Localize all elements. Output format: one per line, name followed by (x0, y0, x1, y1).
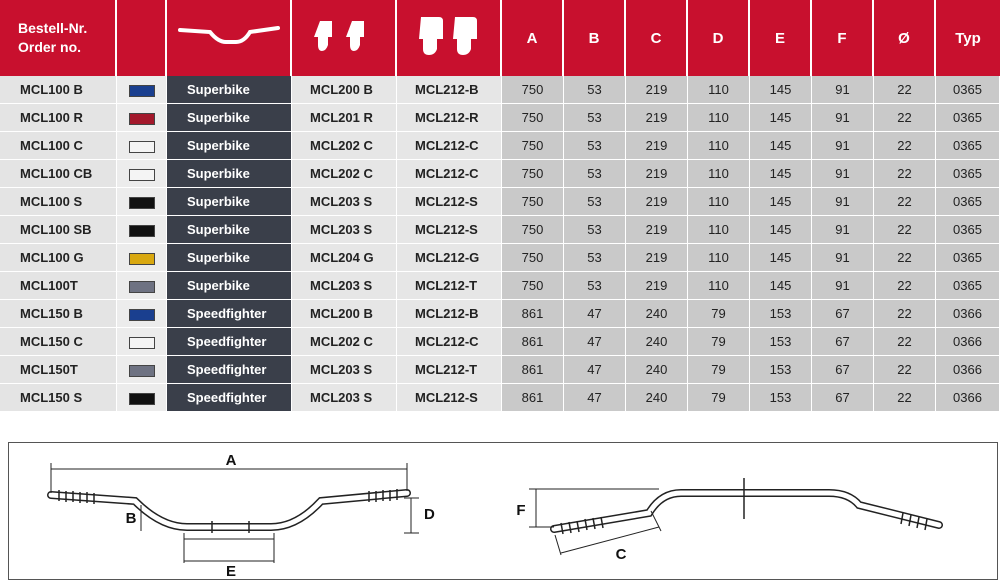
color-swatch (129, 393, 155, 405)
color-cell (117, 76, 167, 104)
dim-cell-c: 219 (626, 76, 688, 104)
handlebar-front-view-icon (51, 452, 435, 578)
dim-cell-b: 47 (564, 384, 626, 412)
dim-cell-b: 53 (564, 188, 626, 216)
order-number-cell: MCL100 CB (0, 160, 117, 188)
header-row (0, 0, 1000, 76)
color-cell (117, 132, 167, 160)
color-swatch (129, 337, 155, 349)
dim-cell-e: 153 (750, 384, 812, 412)
dim-header-d: D (688, 0, 750, 76)
color-cell (117, 160, 167, 188)
dim-cell-d: 79 (688, 300, 750, 328)
table-row (0, 272, 1000, 300)
order-number-cell: MCL150 C (0, 328, 117, 356)
clamp-cell: MCL212-C (397, 160, 502, 188)
dim-header-diameter: Ø (874, 0, 936, 76)
table-body (0, 76, 1000, 412)
label-d: D (424, 506, 435, 523)
type-cell: Superbike (167, 76, 292, 104)
dim-cell-b: 53 (564, 272, 626, 300)
color-swatch (129, 225, 155, 237)
dim-cell-typ: 0365 (936, 76, 1000, 104)
dim-cell-typ: 0365 (936, 104, 1000, 132)
dim-cell-diameter: 22 (874, 384, 936, 412)
dim-cell-f: 91 (812, 76, 874, 104)
clamp-cell: MCL212-T (397, 356, 502, 384)
dim-cell-d: 110 (688, 244, 750, 272)
order-number-cell: MCL100 B (0, 76, 117, 104)
table-row (0, 160, 1000, 188)
type-cell: Speedfighter (167, 356, 292, 384)
dim-cell-d: 79 (688, 328, 750, 356)
handlebar-silhouette-icon (174, 16, 284, 56)
dim-cell-d: 110 (688, 160, 750, 188)
dim-cell-c: 219 (626, 188, 688, 216)
dim-cell-a: 861 (502, 356, 564, 384)
clamp-cell: MCL212-S (397, 384, 502, 412)
color-swatch (129, 253, 155, 265)
order-number-header (0, 0, 117, 76)
dim-cell-d: 110 (688, 216, 750, 244)
dim-cell-b: 53 (564, 76, 626, 104)
dim-cell-a: 750 (502, 104, 564, 132)
dim-cell-diameter: 22 (874, 216, 936, 244)
dim-cell-diameter: 22 (874, 104, 936, 132)
dim-cell-a: 750 (502, 132, 564, 160)
dim-cell-diameter: 22 (874, 132, 936, 160)
dim-cell-d: 79 (688, 356, 750, 384)
clamp-cell: MCL212-T (397, 272, 502, 300)
type-cell: Speedfighter (167, 384, 292, 412)
dim-cell-f: 91 (812, 272, 874, 300)
order-number-cell: MCL150 S (0, 384, 117, 412)
dim-cell-f: 67 (812, 300, 874, 328)
table-row (0, 356, 1000, 384)
dim-cell-c: 240 (626, 300, 688, 328)
dim-cell-diameter: 22 (874, 160, 936, 188)
table-row (0, 76, 1000, 104)
dim-cell-c: 219 (626, 272, 688, 300)
dim-cell-typ: 0365 (936, 160, 1000, 188)
dim-cell-b: 53 (564, 104, 626, 132)
dim-cell-f: 67 (812, 384, 874, 412)
dim-cell-diameter: 22 (874, 76, 936, 104)
dim-cell-diameter: 22 (874, 328, 936, 356)
dim-cell-b: 47 (564, 328, 626, 356)
clamp-cell: MCL212-C (397, 328, 502, 356)
mount-cell: MCL203 S (292, 272, 397, 300)
type-cell: Superbike (167, 104, 292, 132)
order-label-de: Bestell-Nr. (18, 20, 88, 36)
dim-cell-a: 750 (502, 160, 564, 188)
dim-cell-c: 219 (626, 132, 688, 160)
color-header (117, 0, 167, 76)
order-number-cell: MCL100 G (0, 244, 117, 272)
dim-cell-e: 145 (750, 160, 812, 188)
color-cell (117, 216, 167, 244)
dim-cell-f: 91 (812, 244, 874, 272)
dim-cell-c: 240 (626, 328, 688, 356)
dim-cell-b: 53 (564, 244, 626, 272)
dimension-diagram (8, 442, 998, 580)
color-swatch (129, 85, 155, 97)
mount-clamp-icon (304, 11, 384, 61)
color-swatch (129, 281, 155, 293)
color-swatch (129, 309, 155, 321)
order-number-cell: MCL100 R (0, 104, 117, 132)
dim-cell-typ: 0365 (936, 216, 1000, 244)
clamp-cell: MCL212-C (397, 132, 502, 160)
clamp-cell: MCL212-S (397, 216, 502, 244)
dim-cell-typ: 0366 (936, 300, 1000, 328)
dim-header-b: B (564, 0, 626, 76)
label-a: A (225, 452, 237, 469)
clamp-cell: MCL212-G (397, 244, 502, 272)
color-cell (117, 188, 167, 216)
mount-cell: MCL203 S (292, 216, 397, 244)
dim-cell-f: 67 (812, 356, 874, 384)
color-swatch (129, 365, 155, 377)
dim-cell-d: 110 (688, 188, 750, 216)
color-cell (117, 328, 167, 356)
dim-cell-b: 53 (564, 216, 626, 244)
dim-cell-a: 750 (502, 76, 564, 104)
order-number-cell: MCL150 B (0, 300, 117, 328)
dim-cell-e: 145 (750, 132, 812, 160)
color-cell (117, 300, 167, 328)
type-header (167, 0, 292, 76)
dim-cell-c: 240 (626, 356, 688, 384)
table-row (0, 328, 1000, 356)
table-row (0, 300, 1000, 328)
dim-cell-e: 145 (750, 188, 812, 216)
dim-cell-typ: 0365 (936, 272, 1000, 300)
dim-cell-c: 219 (626, 160, 688, 188)
order-number-cell: MCL100T (0, 272, 117, 300)
dim-cell-a: 750 (502, 244, 564, 272)
dim-cell-typ: 0365 (936, 132, 1000, 160)
dim-header-typ: Typ (936, 0, 1000, 76)
label-f: F (516, 502, 526, 519)
dim-cell-c: 240 (626, 384, 688, 412)
type-cell: Superbike (167, 132, 292, 160)
color-swatch (129, 197, 155, 209)
color-cell (117, 384, 167, 412)
type-cell: Superbike (167, 216, 292, 244)
clamp-cell: MCL212-R (397, 104, 502, 132)
dim-cell-typ: 0365 (936, 188, 1000, 216)
dim-cell-b: 53 (564, 132, 626, 160)
order-number-cell: MCL100 C (0, 132, 117, 160)
color-cell (117, 104, 167, 132)
dim-header-a: A (502, 0, 564, 76)
clamp-cell: MCL212-B (397, 300, 502, 328)
dim-cell-typ: 0366 (936, 356, 1000, 384)
dim-cell-b: 47 (564, 356, 626, 384)
mount-header (292, 0, 397, 76)
dim-cell-d: 79 (688, 384, 750, 412)
mount-cell: MCL200 B (292, 300, 397, 328)
dim-cell-e: 153 (750, 328, 812, 356)
type-cell: Superbike (167, 272, 292, 300)
dim-header-c: C (626, 0, 688, 76)
dim-cell-typ: 0366 (936, 384, 1000, 412)
dim-cell-b: 47 (564, 300, 626, 328)
dim-cell-typ: 0366 (936, 328, 1000, 356)
mount-cell: MCL200 B (292, 76, 397, 104)
dim-cell-diameter: 22 (874, 356, 936, 384)
dim-cell-a: 861 (502, 328, 564, 356)
clamp-cell: MCL212-B (397, 76, 502, 104)
mount-cell: MCL202 C (292, 328, 397, 356)
dim-cell-a: 750 (502, 272, 564, 300)
dim-cell-e: 153 (750, 300, 812, 328)
table-row (0, 132, 1000, 160)
mount-cell: MCL202 C (292, 132, 397, 160)
order-number-cell: MCL150T (0, 356, 117, 384)
dim-cell-e: 145 (750, 244, 812, 272)
type-cell: Superbike (167, 244, 292, 272)
label-e: E (225, 563, 237, 578)
mount-cell: MCL203 S (292, 384, 397, 412)
dim-cell-d: 110 (688, 132, 750, 160)
dim-cell-diameter: 22 (874, 272, 936, 300)
dim-header-e: E (750, 0, 812, 76)
handlebar-side-view-icon (516, 478, 939, 563)
mount-cell: MCL202 C (292, 160, 397, 188)
type-cell: Superbike (167, 188, 292, 216)
table-row (0, 104, 1000, 132)
dim-cell-a: 750 (502, 188, 564, 216)
dim-cell-c: 219 (626, 244, 688, 272)
type-cell: Speedfighter (167, 300, 292, 328)
dim-cell-diameter: 22 (874, 188, 936, 216)
table-row (0, 384, 1000, 412)
dim-cell-e: 145 (750, 76, 812, 104)
dim-header-f: F (812, 0, 874, 76)
dim-cell-a: 861 (502, 300, 564, 328)
dim-cell-e: 145 (750, 272, 812, 300)
dim-cell-c: 219 (626, 216, 688, 244)
clamp-cell: MCL212-S (397, 188, 502, 216)
dim-cell-d: 110 (688, 104, 750, 132)
mount-cell: MCL201 R (292, 104, 397, 132)
dim-cell-d: 110 (688, 272, 750, 300)
mount-cell: MCL204 G (292, 244, 397, 272)
color-swatch (129, 113, 155, 125)
order-number-cell: MCL100 S (0, 188, 117, 216)
clamp-header (397, 0, 502, 76)
table-row (0, 216, 1000, 244)
dim-cell-diameter: 22 (874, 244, 936, 272)
color-swatch (129, 169, 155, 181)
type-cell: Superbike (167, 160, 292, 188)
table-row (0, 188, 1000, 216)
dim-cell-diameter: 22 (874, 300, 936, 328)
dim-cell-d: 110 (688, 76, 750, 104)
order-label-en: Order no. (18, 39, 82, 55)
color-swatch (129, 141, 155, 153)
label-b: B (125, 510, 137, 527)
dim-cell-e: 145 (750, 216, 812, 244)
dim-cell-a: 750 (502, 216, 564, 244)
dim-cell-b: 53 (564, 160, 626, 188)
order-number-cell: MCL100 SB (0, 216, 117, 244)
dim-cell-f: 91 (812, 160, 874, 188)
dim-cell-typ: 0365 (936, 244, 1000, 272)
dim-cell-f: 91 (812, 132, 874, 160)
dim-cell-f: 91 (812, 104, 874, 132)
dim-cell-f: 91 (812, 188, 874, 216)
dim-cell-e: 145 (750, 104, 812, 132)
color-cell (117, 244, 167, 272)
dim-cell-c: 219 (626, 104, 688, 132)
type-cell: Speedfighter (167, 328, 292, 356)
dim-cell-a: 861 (502, 384, 564, 412)
dim-cell-f: 91 (812, 216, 874, 244)
mount-cell: MCL203 S (292, 188, 397, 216)
riser-clamp-icon (409, 9, 489, 63)
color-cell (117, 356, 167, 384)
dim-cell-e: 153 (750, 356, 812, 384)
color-cell (117, 272, 167, 300)
mount-cell: MCL203 S (292, 356, 397, 384)
dim-cell-f: 67 (812, 328, 874, 356)
table-row (0, 244, 1000, 272)
label-c: C (615, 546, 627, 563)
